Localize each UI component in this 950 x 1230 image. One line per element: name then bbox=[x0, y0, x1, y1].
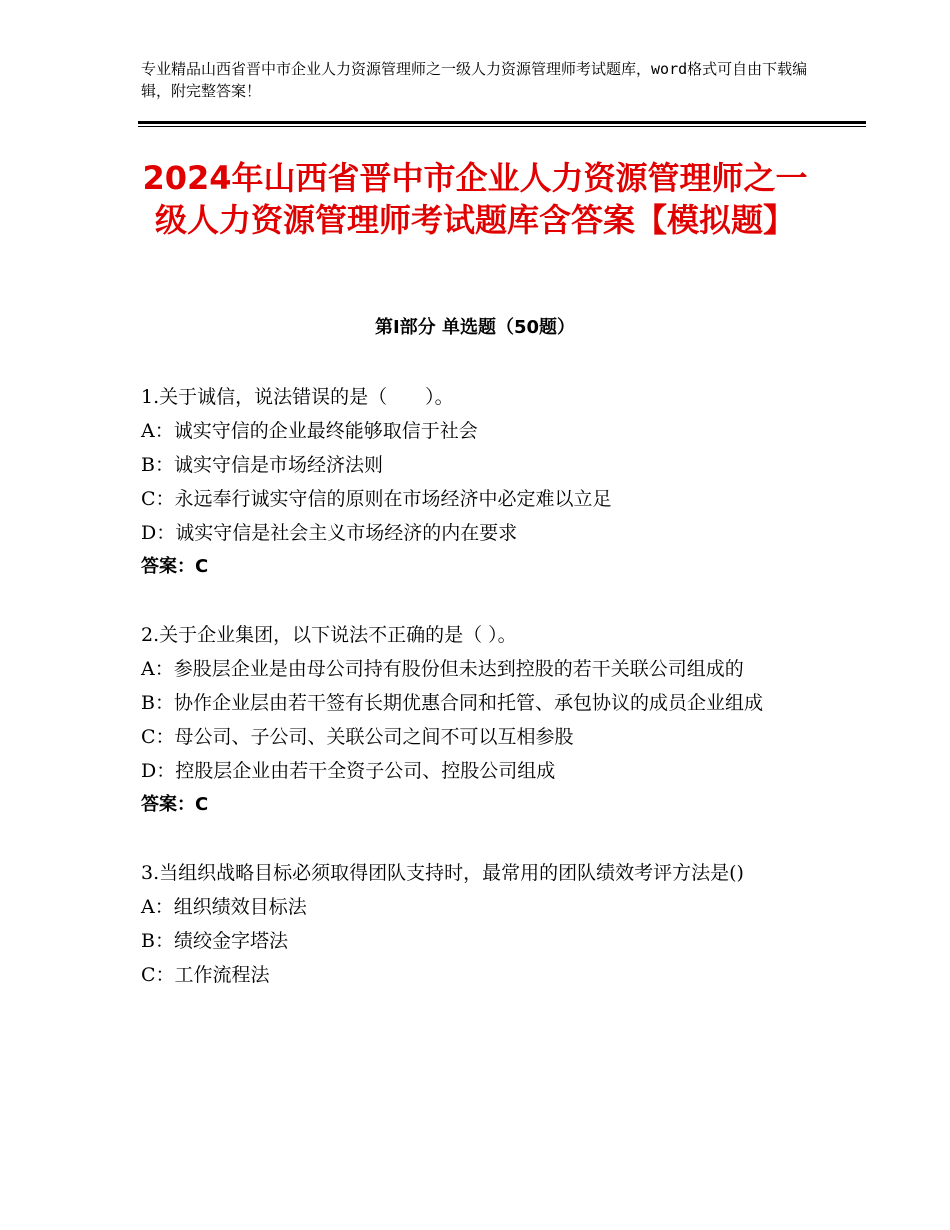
question-list bbox=[141, 380, 821, 992]
option-b: B：诚实守信是市场经济法则 bbox=[141, 454, 383, 476]
question-stem: 3.当组织战略目标必须取得团队支持时，最常用的团队绩效考评方法是() bbox=[141, 862, 744, 884]
option-d: D：控股层企业由若干全资子公司、控股公司组成 bbox=[141, 760, 556, 782]
answer: 答案：C bbox=[141, 794, 209, 815]
option-d: D：诚实守信是社会主义市场经济的内在要求 bbox=[141, 522, 518, 544]
answer: 答案：C bbox=[141, 556, 209, 577]
question-3 bbox=[141, 856, 821, 992]
option-c: C：永远奉行诚实守信的原则在市场经济中必定难以立足 bbox=[141, 488, 612, 510]
option-a: A：参股层企业是由母公司持有股份但未达到控股的若干关联公司组成的 bbox=[141, 658, 744, 680]
option-a: A：组织绩效目标法 bbox=[141, 896, 307, 918]
option-c: C：工作流程法 bbox=[141, 964, 270, 986]
option-b: B：协作企业层由若干签有长期优惠合同和托管、承包协议的成员企业组成 bbox=[141, 692, 763, 714]
header-rule-thick bbox=[138, 121, 866, 124]
question-stem: 1.关于诚信，说法错误的是（ ）。 bbox=[141, 386, 454, 408]
section-heading: 第Ⅰ部分 单选题（50题） bbox=[374, 317, 575, 338]
header-rule-thin bbox=[138, 126, 866, 127]
spacer bbox=[141, 584, 821, 618]
question-2 bbox=[141, 618, 821, 822]
option-a: A：诚实守信的企业最终能够取信于社会 bbox=[141, 420, 478, 442]
option-b: B：绩绞金字塔法 bbox=[141, 930, 288, 952]
header-note: 专业精品山西省晋中市企业人力资源管理师之一级人力资源管理师考试题库，word格式可自由下载编辑，附完整答案！ bbox=[141, 60, 808, 100]
question-1 bbox=[141, 380, 821, 584]
spacer bbox=[141, 822, 821, 856]
document-title: 2024年山西省晋中市企业人力资源管理师之一级人力资源管理师考试题库含答案【模拟题】 bbox=[142, 159, 808, 239]
option-c: C：母公司、子公司、关联公司之间不可以互相参股 bbox=[141, 726, 574, 748]
question-stem: 2.关于企业集团，以下说法不正确的是（ ）。 bbox=[141, 624, 517, 646]
